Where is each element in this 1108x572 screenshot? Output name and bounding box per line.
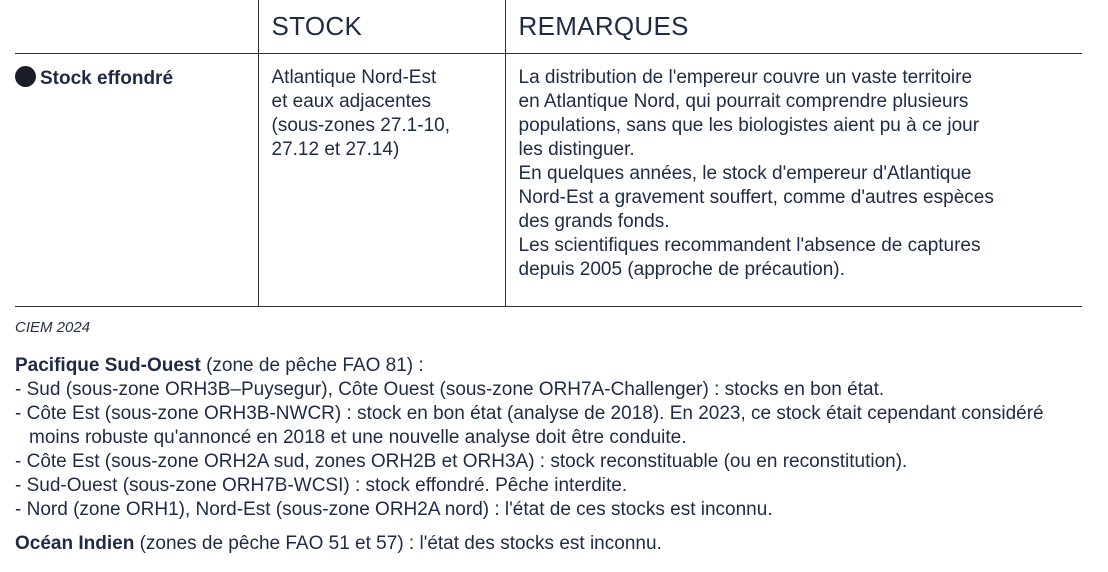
status-cell [15,54,258,307]
status-dot-icon [15,66,36,87]
indian-region: Océan Indien [15,533,135,554]
pacific-heading [15,354,1082,378]
list-item: - Côte Est (sous-zone ORH3B-NWCR) : stock en bon état (analyse de 2018). En 2023, ce stock était cependant considéré moins robuste qu'annoncé en 2018 et une nouvelle analyse doit être conduite. [15,403,1044,448]
list-item: - Sud (sous-zone ORH3B–Puysegur), Côte Ouest (sous-zone ORH7A-Challenger) : stocks en bon état. [15,379,885,400]
stock-table [15,0,1082,307]
table-header-row [15,0,1082,54]
page [15,0,1082,556]
header-stock: STOCK [258,0,505,54]
pacific-region: Pacifique Sud-Ouest [15,355,201,376]
stock-area-text: Atlantique Nord-Est et eaux adjacentes (sous-zones 27.1-10, 27.12 et 27.14) [271,67,450,160]
header-remarques: REMARQUES [505,0,1082,54]
status-label: Stock effondré [40,68,174,89]
table-row [15,54,1082,307]
list-item: - Côte Est (sous-zone ORH2A sud, zones ORH2B et ORH3A) : stock reconstituable (ou en reconstitution). [15,451,908,472]
list-item: - Sud-Ouest (sous-zone ORH7B-WCSI) : stock effondré. Pêche interdite. [15,475,628,496]
header-status [15,0,258,54]
remarks-cell [505,54,1082,307]
pacific-list [15,378,1082,522]
pacific-zone: (zone de pêche FAO 81) : [200,355,424,376]
indian-ocean-note [15,532,1082,556]
list-item: - Nord (zone ORH1), Nord-Est (sous-zone ORH2A nord) : l'état de ces stocks est inconnu. [15,499,773,520]
stock-cell [258,54,505,307]
remarks-text: La distribution de l'empereur couvre un vaste territoire en Atlantique Nord, qui pourrait comprendre plusieurs populations, sans que les biologistes aient pu à ce jour les distinguer. En quelques années, le stock d'empereur d'Atlantique Nord-Est a gravement souffert, comme d'autres espèces des grands fonds. Les scientifiques recommandent l'absence de captures depuis 2005 (approche de précaution). [518,67,994,280]
notes-section [15,354,1082,556]
indian-text: (zones de pêche FAO 51 et 57) : l'état des stocks est inconnu. [134,533,662,554]
source-note: CIEM 2024 [15,319,91,336]
